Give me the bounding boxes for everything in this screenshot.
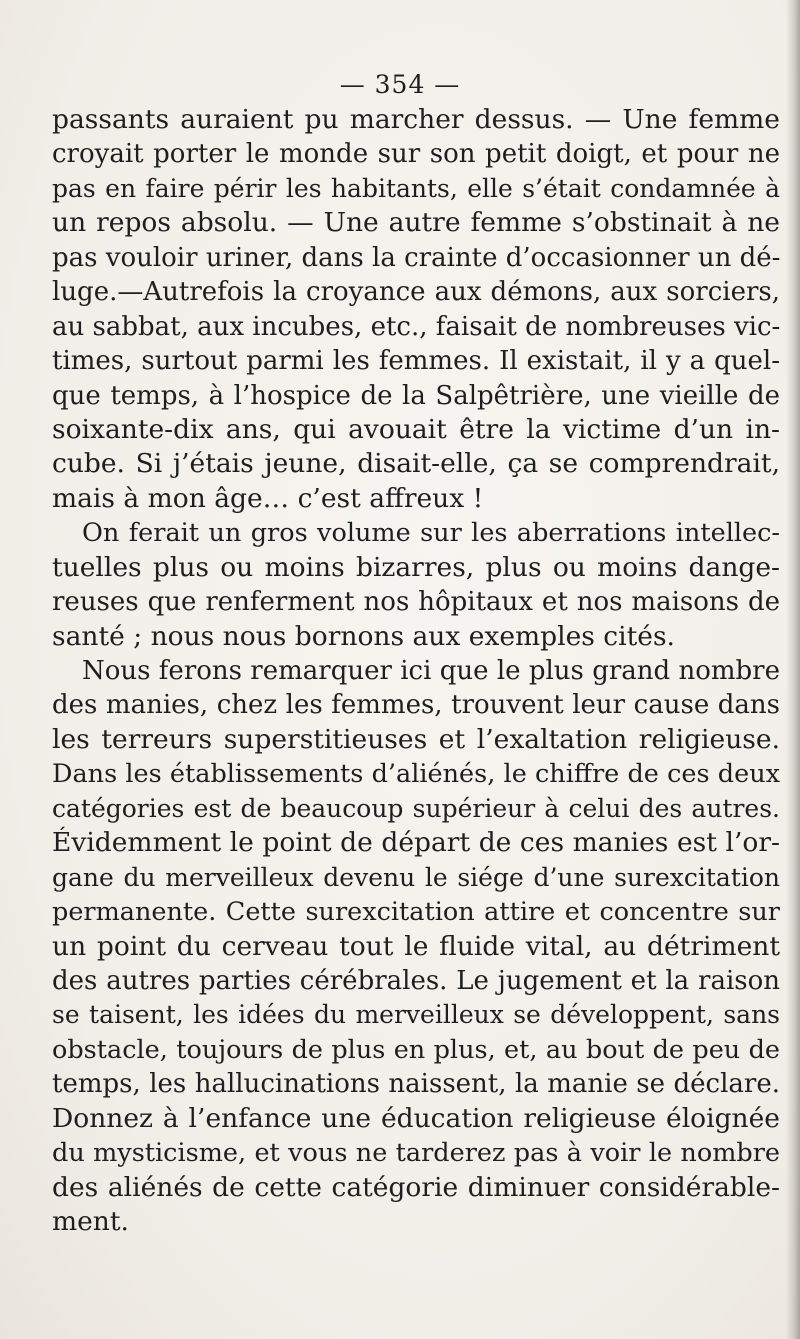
text-line: se taisent, les idées du merveilleux se développent, sans: [52, 1000, 780, 1030]
text-line: des manies, chez les femmes, trouvent leur cause dans: [52, 690, 780, 721]
text-line: tuelles plus ou moins bizarres, plus ou moins dange-: [52, 551, 780, 583]
text-line: santé ; nous nous bornons aux exemples cités.: [52, 620, 675, 652]
text-line: catégories est de beaucoup supérieur à celui des autres.: [52, 793, 780, 823]
text-line: des aliénés de cette catégorie diminuer considérable-: [52, 1171, 780, 1203]
text-line: cube. Si j’étais jeune, disait-elle, ça se comprendrait,: [52, 448, 780, 480]
page-edge-shadow: [786, 0, 800, 1339]
text-line: permanente. Cette surexcitation attire et concentre sur: [52, 897, 780, 928]
text-line: reuses que renferment nos hôpitaux et nos maisons de: [52, 587, 780, 618]
text-line: au sabbat, aux incubes, etc., faisait de nombreuses vic-: [52, 311, 780, 342]
text-line: gane du merveilleux devenu le siége d’une surexcitation: [52, 862, 780, 892]
page-number-header: — 354 —: [339, 70, 461, 99]
text-line: Évidemment le point de départ de ces manies est l’or-: [52, 827, 780, 859]
text-line: temps, les hallucinations naissent, la manie se déclare.: [52, 1069, 780, 1100]
text-line: pas vouloir uriner, dans la crainte d’occasionner un dé-: [52, 242, 780, 273]
text-line: On ferait un gros volume sur les aberrations intellec-: [82, 518, 780, 549]
text-line: pas en faire périr les habitants, elle s’était condamnée à: [52, 173, 780, 203]
text-line: obstacle, toujours de plus en plus, et, au bout de peu de: [52, 1034, 780, 1065]
text-line: soixante-dix ans, qui avouait être la victime d’un in-: [52, 413, 780, 445]
text-line: des autres parties cérébrales. Le jugement et la raison: [52, 965, 780, 996]
text-line: Donnez à l’enfance une éducation religieuse éloignée: [52, 1102, 780, 1134]
text-line: mais à mon âge… c’est affreux !: [52, 482, 484, 514]
text-line: times, surtout parmi les femmes. Il existait, il y a quel-: [52, 346, 780, 377]
text-line: les terreurs superstitieuses et l’exaltation religieuse.: [52, 723, 780, 755]
text-line: un repos absolu. — Une autre femme s’obstinait à ne: [52, 207, 780, 239]
text-line: un point du cerveau tout le fluide vital, au détriment: [52, 930, 780, 962]
body-text: [52, 103, 780, 1239]
text-line: croyait porter le monde sur son petit doigt, et pour ne: [52, 139, 780, 170]
text-line: que temps, à l’hospice de la Salpêtrière, une vieille de: [52, 380, 780, 411]
text-line: luge.—Autrefois la croyance aux démons, aux sorciers,: [52, 277, 780, 308]
text-line: du mysticisme, et vous ne tarderez pas à voir le nombre: [52, 1138, 780, 1169]
text-line: Dans les établissements d’aliénés, le chiffre de ces deux: [52, 759, 780, 790]
text-line: Nous ferons remarquer ici que le plus grand nombre: [82, 656, 780, 686]
text-line: passants auraient pu marcher dessus. — Une femme: [52, 104, 780, 135]
text-line: ment.: [52, 1206, 129, 1237]
